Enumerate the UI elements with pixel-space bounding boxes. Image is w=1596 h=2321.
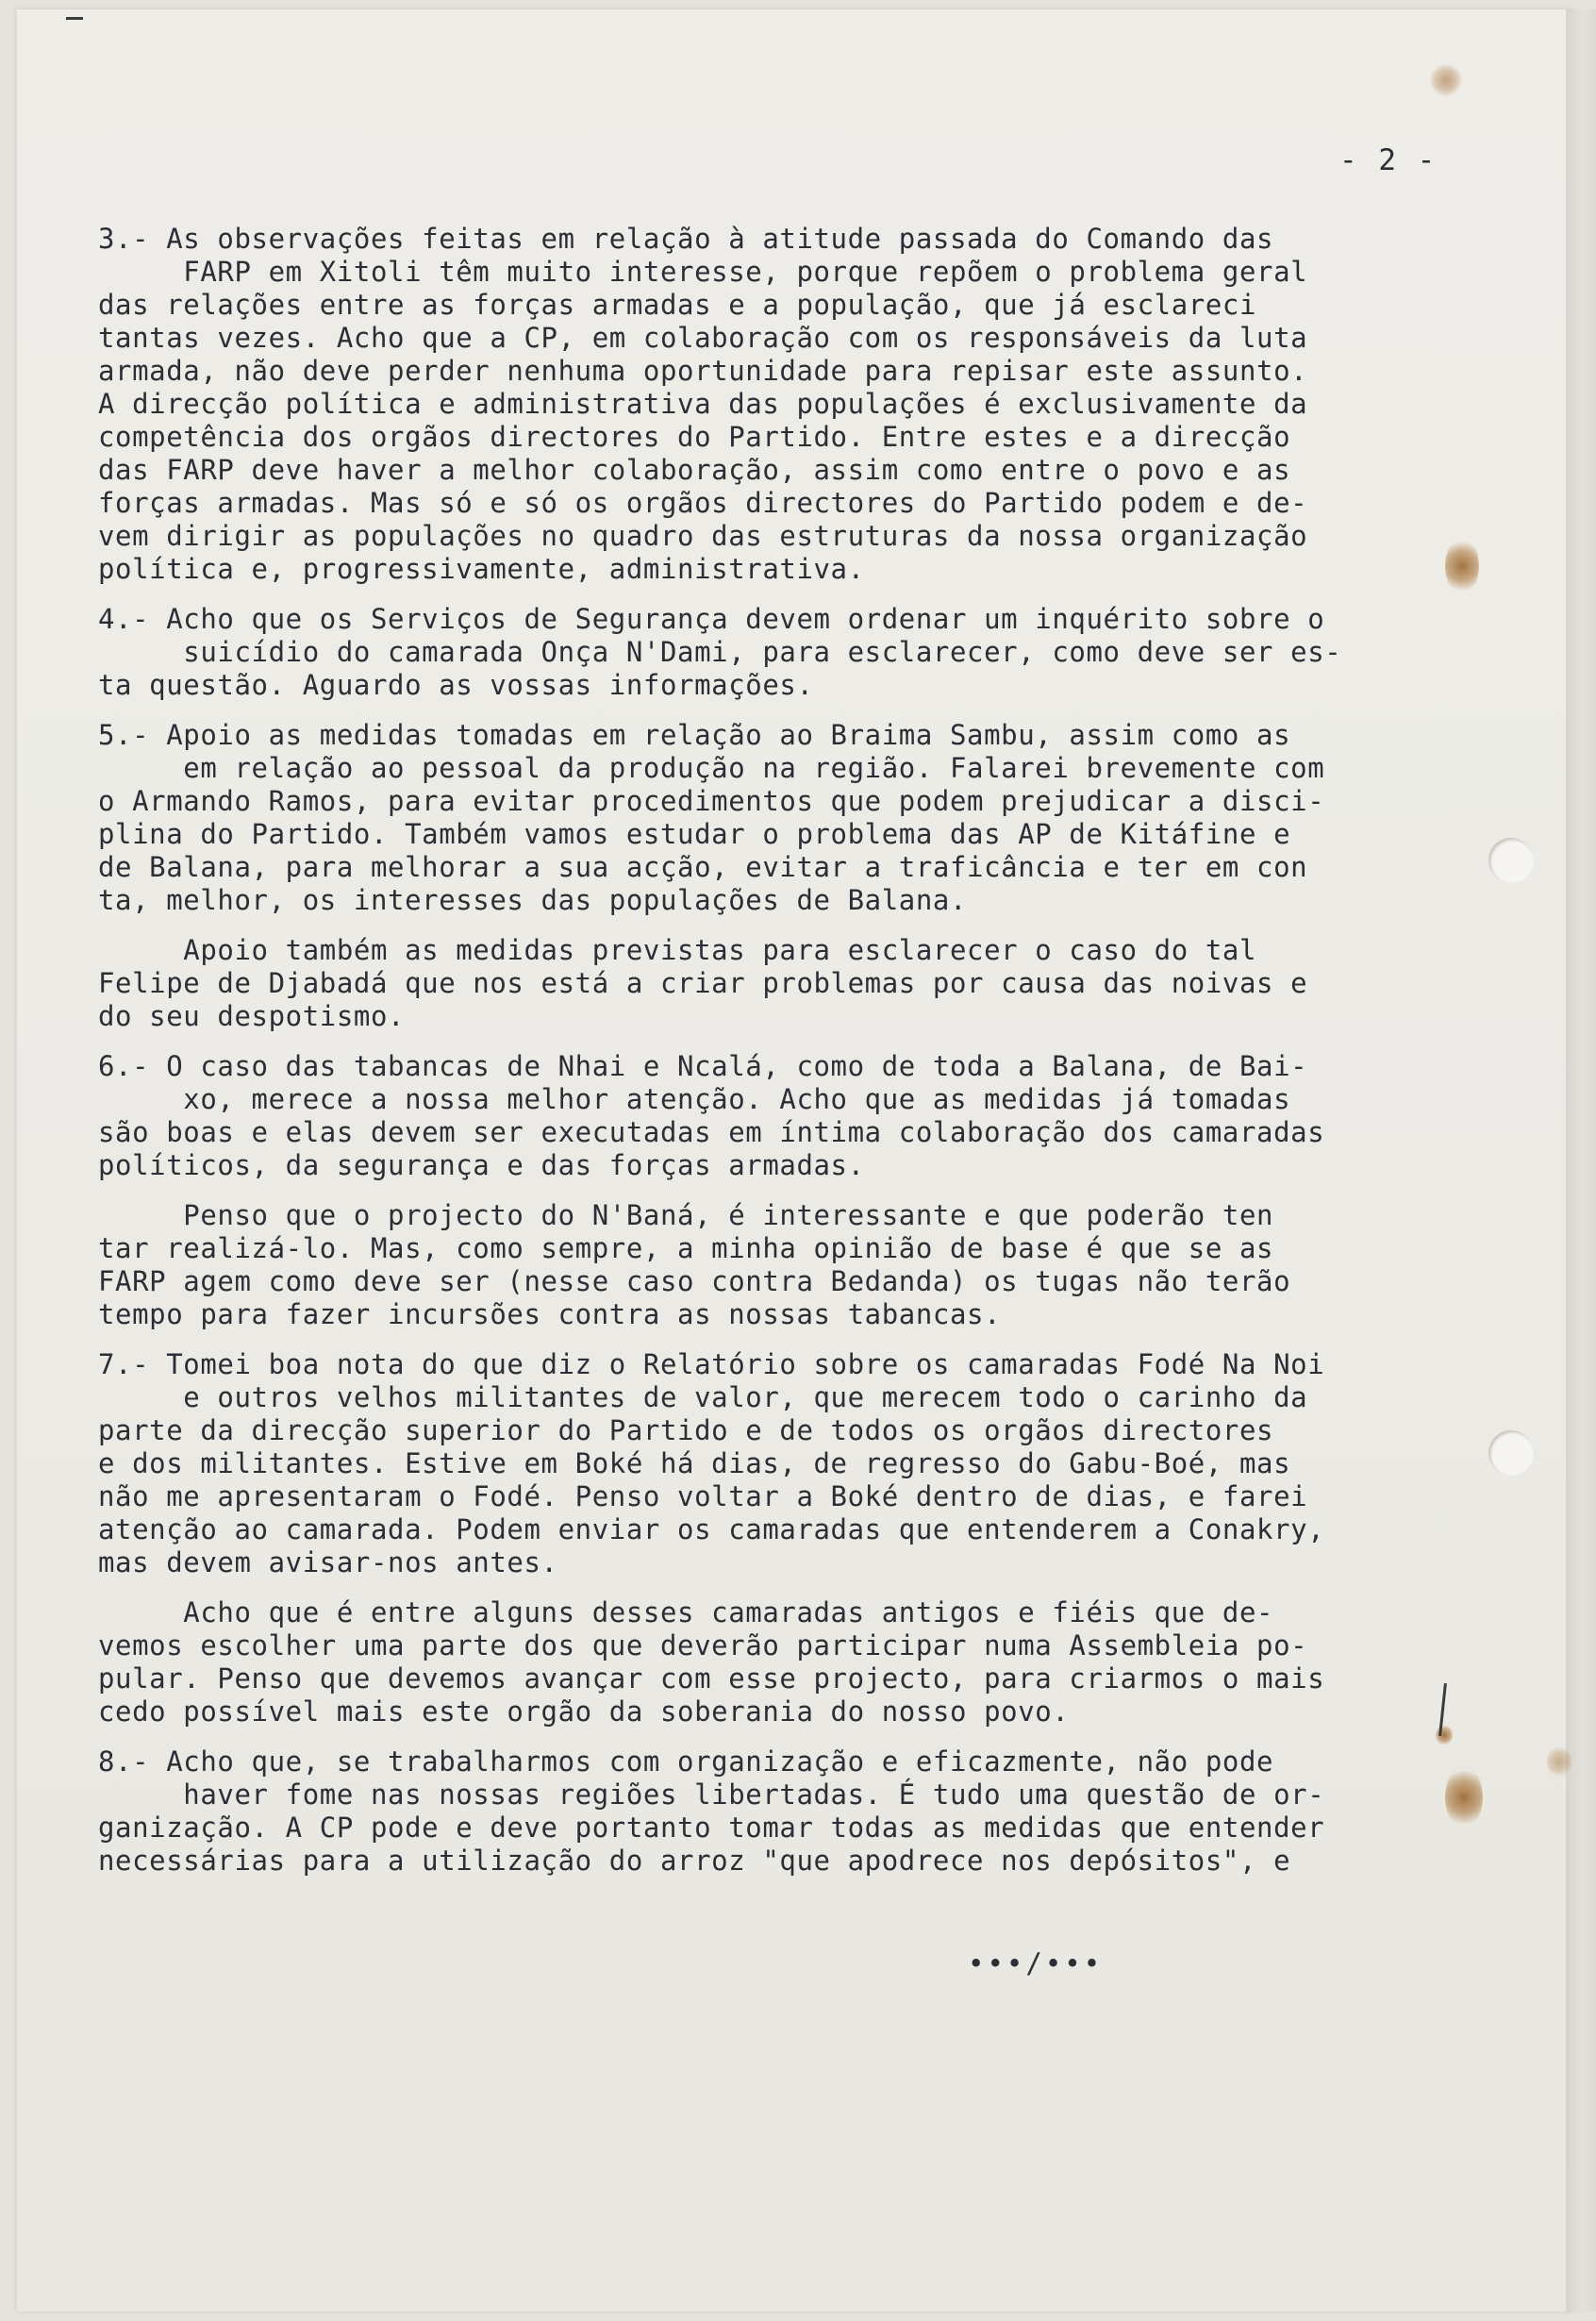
text-line: ta questão. Aguardo as vossas informações. <box>98 669 814 701</box>
text-line: e dos militantes. Estive em Boké há dias, de regresso do Gabu-Boé, mas <box>98 1447 1291 1479</box>
text-line: o Armando Ramos, para evitar procedimentos que podem prejudicar a disci- <box>98 785 1325 817</box>
punch-hole-lower <box>1488 1430 1534 1476</box>
paragraph-4 <box>98 603 1438 702</box>
text-line: vemos escolher uma parte dos que deverão participar numa Assembleia po- <box>98 1629 1308 1661</box>
text-line: 5.- Apoio as medidas tomadas em relação ao Braima Sambu, assim como as <box>98 719 1291 751</box>
text-line: vem dirigir as populações no quadro das estruturas da nossa organização <box>98 520 1308 552</box>
paper-edge <box>1566 9 1596 2312</box>
paragraph-8 <box>98 1745 1438 1878</box>
text-line: políticos, da segurança e das forças armadas. <box>98 1149 865 1181</box>
text-line: das FARP deve haver a melhor colaboração, assim como entre o povo e as <box>98 454 1291 486</box>
text-line: competência dos orgãos directores do Partido. Entre estes e a direcção <box>98 421 1291 453</box>
text-line: armada, não deve perder nenhuma oportunidade para repisar este assunto. <box>98 355 1308 387</box>
page-number: - 2 - <box>1339 143 1438 177</box>
text-line: das relações entre as forças armadas e a população, que já esclareci <box>98 289 1257 321</box>
text-line: não me apresentaram o Fodé. Penso voltar a Boké dentro de dias, e farei <box>98 1480 1308 1512</box>
paragraph-7b <box>98 1596 1438 1728</box>
document-body <box>98 223 1438 1921</box>
text-line: do seu despotismo. <box>98 1000 406 1032</box>
text-line: mas devem avisar-nos antes. <box>98 1546 558 1578</box>
text-line: 3.- As observações feitas em relação à atitude passada do Comando das <box>98 223 1274 255</box>
paragraph-6 <box>98 1050 1438 1182</box>
text-line: são boas e elas devem ser executadas em íntima colaboração dos camaradas <box>98 1116 1325 1148</box>
paragraph-5b <box>98 934 1438 1033</box>
text-line: 4.- Acho que os Serviços de Segurança devem ordenar um inquérito sobre o <box>98 603 1325 635</box>
text-line: forças armadas. Mas só e só os orgãos directores do Partido podem e de- <box>98 487 1308 519</box>
text-line: 8.- Acho que, se trabalharmos com organização e eficazmente, não pode <box>98 1745 1274 1778</box>
corner-tick-mark <box>66 17 83 20</box>
text-line: política e, progressivamente, administrativa. <box>98 553 865 585</box>
paragraph-5 <box>98 719 1438 917</box>
text-line: em relação ao pessoal da produção na região. Falarei brevemente com <box>98 752 1325 784</box>
text-line: Acho que é entre alguns desses camaradas antigos e fiéis que de- <box>98 1596 1274 1628</box>
text-line: FARP em Xitoli têm muito interesse, porque repõem o problema geral <box>98 256 1308 288</box>
text-line: plina do Partido. Também vamos estudar o problema das AP de Kitáfine e <box>98 818 1291 850</box>
text-line: de Balana, para melhorar a sua acção, evitar a traficância e ter em con <box>98 851 1308 883</box>
text-line: atenção ao camarada. Podem enviar os camaradas que entenderem a Conakry, <box>98 1513 1325 1545</box>
text-line: cedo possível mais este orgão da soberania do nosso povo. <box>98 1695 1070 1728</box>
text-line: ta, melhor, os interesses das populações de Balana. <box>98 884 968 916</box>
paragraph-7 <box>98 1348 1438 1579</box>
text-line: xo, merece a nossa melhor atenção. Acho que as medidas já tomadas <box>98 1083 1291 1115</box>
text-line: 7.- Tomei boa nota do que diz o Relatório sobre os camaradas Fodé Na Noi <box>98 1348 1325 1380</box>
rust-stain-corner <box>1430 64 1462 96</box>
text-line: A direcção política e administrativa das populações é exclusivamente da <box>98 388 1308 420</box>
text-line: necessárias para a utilização do arroz "que apodrece nos depósitos", e <box>98 1845 1291 1877</box>
text-line: suicídio do camarada Onça N'Dami, para esclarecer, como deve ser es- <box>98 636 1342 668</box>
text-line: ganização. A CP pode e deve portanto tomar todas as medidas que entender <box>98 1812 1325 1844</box>
text-line: Apoio também as medidas previstas para esclarecer o caso do tal <box>98 934 1257 966</box>
text-line: parte da direcção superior do Partido e de todos os orgãos directores <box>98 1414 1274 1446</box>
text-line: FARP agem como deve ser (nesse caso contra Bedanda) os tugas não terão <box>98 1265 1291 1297</box>
punch-hole-upper <box>1488 838 1534 883</box>
rust-stain-lower <box>1445 1766 1483 1828</box>
text-line: pular. Penso que devemos avançar com esse projecto, para criarmos o mais <box>98 1662 1325 1695</box>
text-line: e outros velhos militantes de valor, que merecem todo o carinho da <box>98 1381 1308 1413</box>
paragraph-3 <box>98 223 1438 586</box>
text-line: haver fome nas nossas regiões libertadas. É tudo uma questão de or- <box>98 1778 1325 1811</box>
rust-stain-edge <box>1547 1745 1571 1778</box>
text-line: Felipe de Djabadá que nos está a criar problemas por causa das noivas e <box>98 967 1308 999</box>
text-line: tempo para fazer incursões contra as nossas tabancas. <box>98 1298 1002 1330</box>
text-line: 6.- O caso das tabancas de Nhai e Ncalá, como de toda a Balana, de Bai- <box>98 1050 1308 1082</box>
text-line: tantas vezes. Acho que a CP, em colaboração com os responsáveis da luta <box>98 322 1308 354</box>
rust-stain-upper <box>1445 538 1479 594</box>
text-line: tar realizá-lo. Mas, como sempre, a minha opinião de base é que se as <box>98 1232 1274 1264</box>
continuation-mark: •••/••• <box>968 1947 1104 1979</box>
paragraph-6b <box>98 1199 1438 1331</box>
text-line: Penso que o projecto do N'Baná, é interessante e que poderão ten <box>98 1199 1274 1231</box>
